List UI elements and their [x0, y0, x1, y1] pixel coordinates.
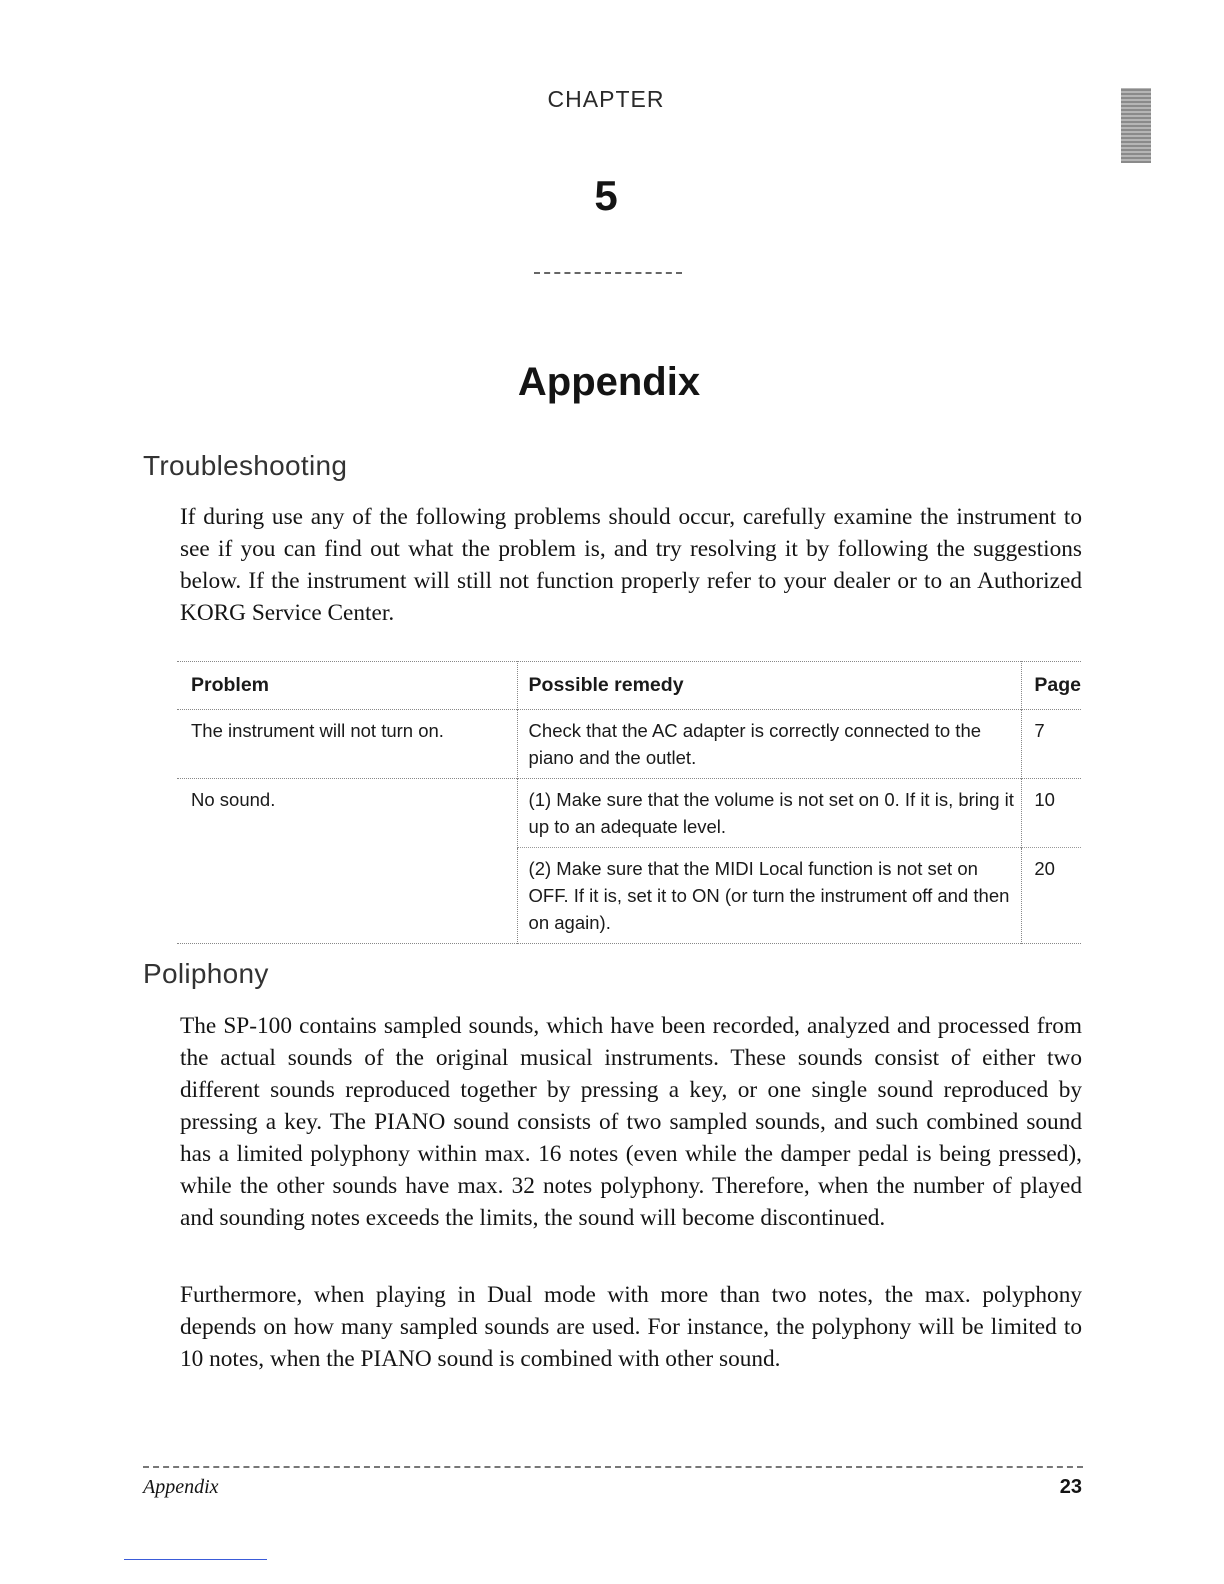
remedy-cell: Check that the AC adapter is correctly connected to the piano and the outlet.	[517, 710, 1022, 779]
polyphony-paragraph-2: Furthermore, when playing in Dual mode with more than two notes, the max. polyphony depends on how many sampled sounds are used. For instance, the polyphony will be limited to 10 notes, when the PIANO sound is combined with other sound.	[180, 1282, 1082, 1372]
chapter-divider	[534, 272, 682, 274]
page-cell: 20	[1022, 848, 1081, 944]
remedy-cell: (2) Make sure that the MIDI Local function is not set on OFF. If it is, set it to ON (or turn the instrument off and then on again).	[517, 848, 1022, 944]
chapter-number: 5	[594, 172, 618, 219]
troubleshooting-intro: If during use any of the following problems should occur, carefully examine the instrument to see if you can find out what the problem is, and try resolving it by following the suggestions below. If the instrument will still not function properly refer to your dealer or to an Authorized KORG Service Center.	[180, 504, 1082, 626]
page-cell: 7	[1022, 710, 1081, 779]
page-cell: 10	[1022, 779, 1081, 848]
polyphony-paragraph-1: The SP-100 contains sampled sounds, which have been recorded, analyzed and processed from the actual sounds of the original musical instruments. These sounds consist of either two different sounds reproduced together by pressing a key, or one single sound reproduced by pressing a key. The PIANO sound consists of two sampled sounds, and such combined sound has a limited polyphony within max. 16 notes (even while the damper pedal is being pressed), while the other sounds have max. 32 notes polyphony. Therefore, when the number of played and sounding notes exceeds the limits, the sound will become discontinued.	[180, 1013, 1082, 1231]
header-page: Page	[1022, 662, 1081, 710]
table-row	[177, 779, 1081, 848]
troubleshooting-heading: Troubleshooting	[143, 450, 348, 481]
table-header-row	[177, 662, 1081, 710]
header-remedy: Possible remedy	[517, 662, 1022, 710]
remedy-cell: (1) Make sure that the volume is not set on 0. If it is, bring it up to an adequate level.	[517, 779, 1022, 848]
page-title: Appendix	[517, 360, 701, 404]
table-row	[177, 848, 1081, 944]
troubleshooting-table	[177, 661, 1081, 944]
problem-cell	[177, 848, 517, 944]
problem-cell: No sound.	[191, 789, 276, 810]
scan-edge-line	[124, 1559, 267, 1560]
polyphony-heading: Poliphony	[143, 958, 269, 989]
chapter-label: CHAPTER	[547, 86, 665, 112]
table-row	[177, 710, 1081, 779]
footer-divider	[143, 1466, 1083, 1468]
page-number: 23	[1059, 1476, 1082, 1498]
footer-section-name: Appendix	[143, 1476, 219, 1498]
problem-cell: The instrument will not turn on.	[191, 720, 444, 741]
header-problem: Problem	[191, 674, 270, 696]
